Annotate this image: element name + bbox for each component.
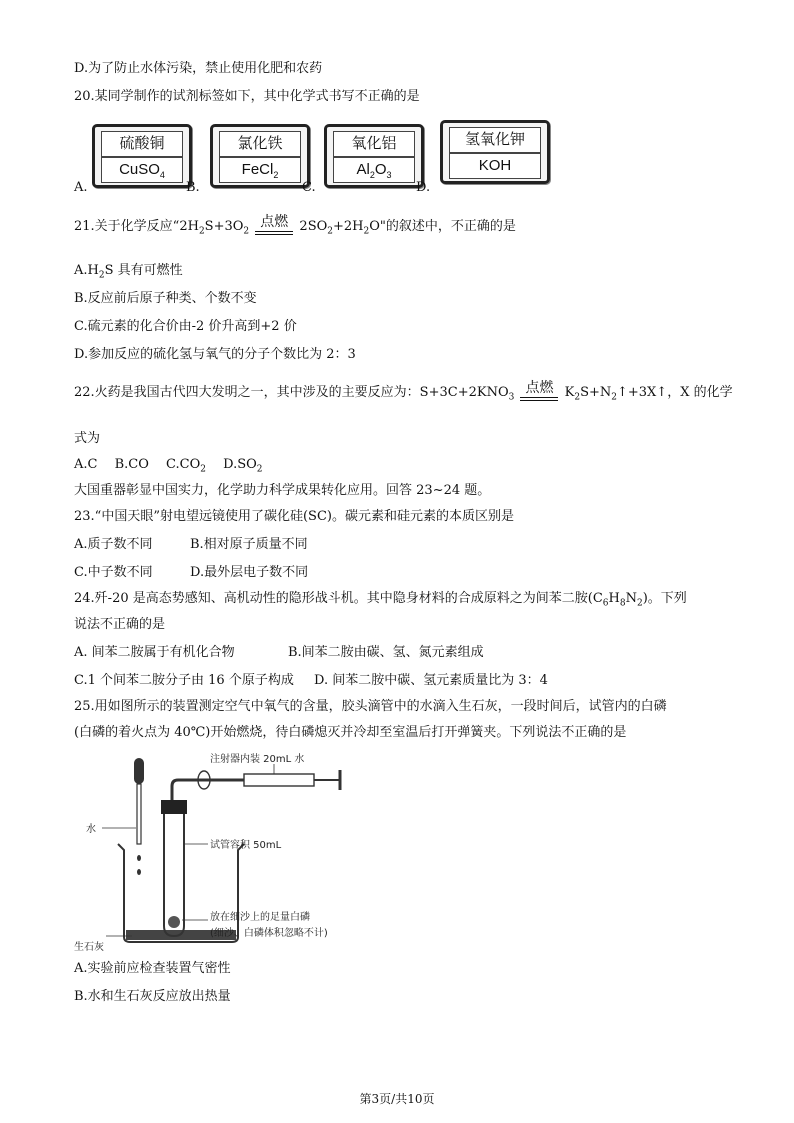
q25-option-b: B.水和生石灰反应放出热量: [74, 989, 231, 1004]
q20-opt-b: B.: [186, 180, 200, 195]
q23-stem: 23.“中国天眼”射电望远镜使用了碳化硅(SC)。碳元素和硅元素的本质区别是: [74, 509, 514, 524]
reaction-condition: 点燃: [518, 389, 560, 407]
tube-stopper: [161, 800, 187, 814]
label-potassium-hydroxide: [440, 120, 550, 184]
page-footer: 第3页/共10页: [359, 1092, 435, 1106]
q20-opt-d: D.: [416, 180, 431, 195]
label-formula: FeCl$_2$: [219, 157, 301, 183]
connecting-tube: [172, 780, 244, 800]
q22-stem-cont: 式为: [74, 431, 101, 446]
apparatus-figure: [74, 752, 364, 953]
q25-stem-cont: (白磷的着火点为 40℃)开始燃烧，待白磷熄灭并冷却至室温后打开弹簧夹。下列说法不正确的是: [74, 725, 627, 740]
phosphorus-label: 放在细沙上的足量白磷: [210, 912, 310, 923]
q24-options-ab: A. 间苯二胺属于有机化合物 B.间苯二胺由碳、氢、氮元素组成: [74, 645, 484, 660]
label-formula: KOH: [449, 153, 541, 179]
q24-stem: 24.歼-20 是高态势感知、高机动性的隐形战斗机。其中隐身材料的合成原料之为间苯二胺$(C_6H_8N_2)$。下列: [74, 591, 687, 609]
label-copper-sulfate: [92, 124, 192, 188]
q23-options-ab: A.质子数不同 B.相对原子质量不同: [74, 537, 308, 552]
q21-option-d: D.参加反应的硫化氢与氧气的分子个数比为 2：3: [74, 347, 356, 362]
q22-options: A.C B.CO $C.CO_2$ $D.SO_2$: [74, 457, 263, 475]
label-formula: $Al_2O_3$: [333, 157, 415, 183]
q19-option-d: D.为了防止水体污染，禁止使用化肥和农药: [74, 61, 323, 76]
tube-label: 试管容积 50mL: [210, 840, 282, 851]
q24-options-cd: C.1 个间苯二胺分子由 16 个原子构成 D. 间苯二胺中碳、氢元素质量比为 3：4: [74, 673, 548, 688]
q23-options-cd: C.中子数不同 D.最外层电子数不同: [74, 565, 309, 580]
label-aluminum-oxide: [324, 124, 424, 188]
q25-stem: 25.用如图所示的装置测定空气中氧气的含量，胶头滴管中的水滴入生石灰，一段时间后，试管内的白磷: [74, 699, 667, 714]
water-label: 水: [86, 824, 96, 835]
q21-option-a: $A.H_2S$ 具有可燃性: [74, 263, 183, 281]
syringe-label: 注射器内装 20mL 水: [210, 754, 305, 765]
label-name: 硫酸铜: [101, 131, 183, 157]
q21-option-b: B.反应前后原子种类、个数不变: [74, 291, 257, 306]
white-phosphorus: [168, 916, 180, 928]
label-formula: CuSO$_4$: [101, 157, 183, 183]
q21-stem: 21.关于化学反应“$2H_2S+3O_2$ 点燃 $2SO_2+2H_2O$"的叙述中，不正确的是: [74, 218, 516, 241]
q24-stem-cont: 说法不正确的是: [74, 617, 166, 632]
phosphorus-note: (细沙、白磷体积忽略不计): [210, 928, 328, 939]
dropper-tube: [137, 784, 141, 844]
quicklime-label: 生石灰: [74, 942, 104, 953]
water-drop: [137, 855, 141, 861]
dropper-bulb: [134, 758, 144, 784]
syringe-barrel: [244, 774, 314, 786]
reaction-condition: 点燃: [253, 223, 295, 241]
section-intro: 大国重器彰显中国实力，化学助力科学成果转化应用。回答 23~24 题。: [74, 483, 491, 498]
label-name: 氧化铝: [333, 131, 415, 157]
q20-opt-c: C.: [302, 180, 316, 195]
water-drop: [137, 869, 141, 875]
q20-opt-a: A.: [74, 180, 88, 195]
label-name: 氯化铁: [219, 131, 301, 157]
q21-option-c: C.硫元素的化合价由-2 价升高到+2 价: [74, 319, 297, 334]
q20-label-options: [74, 118, 734, 198]
q25-option-a: A.实验前应检查装置气密性: [74, 961, 231, 976]
label-ferric-chloride: [210, 124, 310, 188]
label-name: 氢氧化钾: [449, 127, 541, 153]
q22-stem: 22.火药是我国古代四大发明之一，其中涉及的主要反应为：$S+3C+2KNO_3$ 点燃 $K_2S+N_2↑+3X↑$，X 的化学: [74, 384, 733, 407]
q20-stem: 20.某同学制作的试剂标签如下，其中化学式书写不正确的是: [74, 89, 420, 104]
